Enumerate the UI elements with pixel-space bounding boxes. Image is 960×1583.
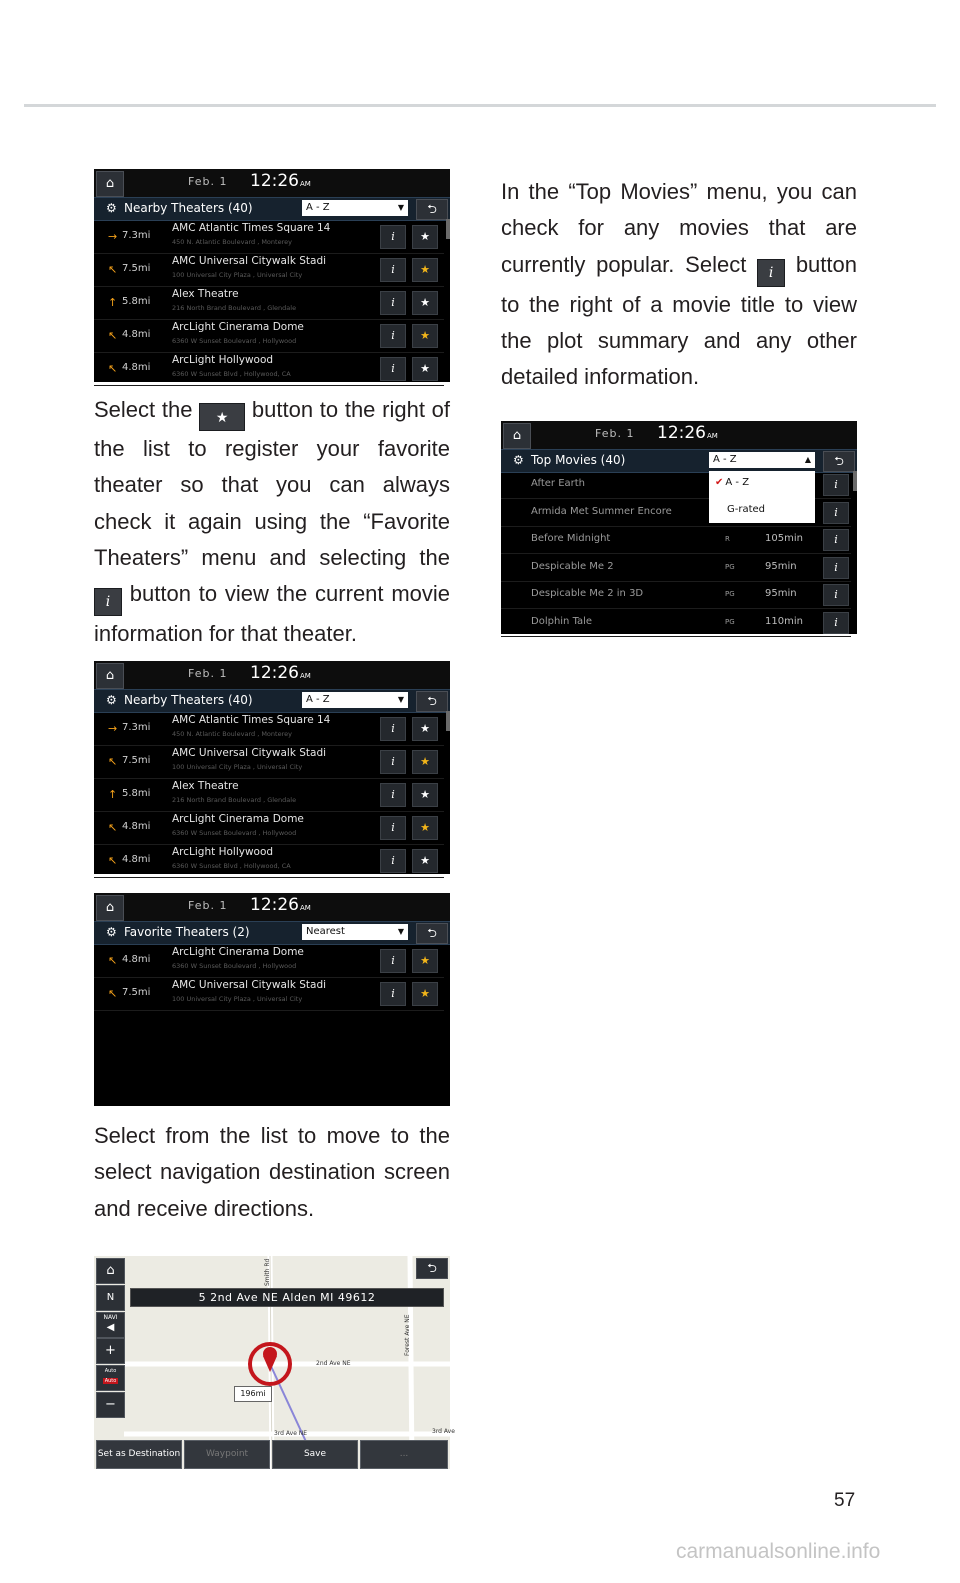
distance-label: 7.3mi xyxy=(122,722,151,733)
clock-time: 12:26AM xyxy=(250,663,311,683)
star-icon: ★ xyxy=(420,755,430,768)
list-title: Nearby Theaters (40) xyxy=(124,201,253,215)
direction-arrow-icon: ↖ xyxy=(108,954,118,967)
home-icon: ⌂ xyxy=(512,428,522,443)
movie-length: 110min xyxy=(765,615,803,627)
clock-time: 12:26AM xyxy=(657,423,718,443)
star-icon: ★ xyxy=(420,788,430,801)
info-button[interactable] xyxy=(380,849,406,873)
info-button[interactable] xyxy=(380,717,406,741)
theater-name: ArcLight Cinerama Dome xyxy=(172,946,304,958)
theater-name: AMC Universal Citywalk Stadi xyxy=(172,255,327,267)
info-icon: i xyxy=(834,505,838,519)
auto-zoom-button[interactable]: Auto Auto xyxy=(96,1365,125,1391)
star-icon: ★ xyxy=(420,362,430,375)
sort-dropdown[interactable] xyxy=(709,471,815,523)
distance-label: 4.8mi xyxy=(122,362,151,373)
info-icon: i xyxy=(834,533,838,546)
distance-label: 4.8mi xyxy=(122,854,151,865)
list-item[interactable] xyxy=(94,286,444,320)
star-icon: ★ xyxy=(420,263,430,276)
info-icon: i xyxy=(391,788,395,801)
back-icon: ⮌ xyxy=(427,1261,437,1275)
movie-title: Despicable Me 2 in 3D xyxy=(531,588,644,599)
theater-address: 450 N. Atlantic Boulevard , Monterey xyxy=(172,238,292,246)
info-button[interactable] xyxy=(823,612,849,634)
favorite-star-button[interactable] xyxy=(412,783,438,807)
back-button[interactable] xyxy=(416,1258,448,1279)
home-icon: ⌂ xyxy=(106,1263,115,1278)
page-number: 57 xyxy=(834,1490,856,1511)
speaker-icon: ◀ xyxy=(106,1322,115,1333)
movie-rating: PG xyxy=(725,617,735,626)
info-icon: i xyxy=(834,560,838,574)
movie-title: After Earth xyxy=(531,478,586,489)
star-icon: ★ xyxy=(199,403,245,431)
theater-address: 450 N. Atlantic Boulevard , Monterey xyxy=(172,730,292,738)
nearby-theaters-screen-1 xyxy=(94,169,450,382)
info-icon: i xyxy=(391,263,395,276)
star-icon: ★ xyxy=(420,987,430,1000)
distance-badge: 196mi xyxy=(234,1386,272,1402)
favorite-star-button[interactable] xyxy=(412,324,438,348)
nearby-theaters-screen-2 xyxy=(94,661,450,874)
direction-arrow-icon: ↑ xyxy=(108,788,118,801)
direction-arrow-icon: → xyxy=(108,230,118,243)
info-icon: i xyxy=(834,478,838,491)
home-button[interactable] xyxy=(96,171,124,197)
info-button[interactable] xyxy=(380,258,406,282)
info-icon: i xyxy=(391,755,395,768)
status-bar xyxy=(94,661,450,689)
info-icon: i xyxy=(834,588,838,601)
clock-time: 12:26AM xyxy=(250,895,311,915)
gear-icon: ⚙ xyxy=(106,693,117,707)
info-button[interactable] xyxy=(823,557,849,579)
favorite-star-button[interactable] xyxy=(412,849,438,873)
home-button[interactable] xyxy=(96,895,124,921)
home-button[interactable] xyxy=(503,423,531,449)
list-header xyxy=(94,197,450,221)
info-icon: i xyxy=(757,259,785,287)
theater-address: 216 North Brand Boulevard , Glendale xyxy=(172,796,297,804)
info-button[interactable] xyxy=(823,529,849,551)
distance-label: 7.3mi xyxy=(122,230,151,241)
theater-address: 100 Universal City Plaza , Universal City xyxy=(172,271,303,279)
home-icon: ⌂ xyxy=(105,900,115,915)
list-title: Favorite Theaters (2) xyxy=(124,925,250,939)
theater-address: 6360 W Sunset Boulevard , Hollywood xyxy=(172,337,297,345)
gear-icon: ⚙ xyxy=(106,201,117,215)
dropdown-option[interactable]: G-rated xyxy=(727,504,766,515)
more-button[interactable]: ... xyxy=(360,1440,448,1469)
distance-label: 7.5mi xyxy=(122,263,151,274)
scrollbar[interactable] xyxy=(446,711,450,731)
list-title: Nearby Theaters (40) xyxy=(124,693,253,707)
zoom-out-button[interactable]: − xyxy=(96,1392,125,1418)
theater-address: 6360 W Sunset Blvd , Hollywood, CA xyxy=(172,370,291,378)
star-icon: ★ xyxy=(420,954,430,967)
list-item[interactable] xyxy=(94,712,444,746)
info-icon: i xyxy=(391,854,395,867)
save-button[interactable]: Save xyxy=(272,1440,358,1469)
list-item[interactable] xyxy=(94,977,444,1011)
list-header xyxy=(94,689,450,713)
favorite-star-button[interactable] xyxy=(412,258,438,282)
set-destination-button[interactable]: Set as Destination xyxy=(96,1440,182,1469)
theater-address: 6360 W Sunset Blvd , Hollywood, CA xyxy=(172,862,291,870)
favorite-theaters-screen xyxy=(94,893,450,1106)
home-button[interactable] xyxy=(96,1258,125,1284)
gear-icon: ⚙ xyxy=(106,925,117,939)
street-label: Smith Rd xyxy=(264,1258,271,1286)
list-item[interactable] xyxy=(501,609,851,637)
clock-time: 12:26AM xyxy=(250,171,311,191)
waypoint-button[interactable]: Waypoint xyxy=(184,1440,270,1469)
back-icon: ⮌ xyxy=(427,694,437,708)
info-icon: i xyxy=(391,329,395,342)
movie-length: 95min xyxy=(765,588,797,599)
watermark: carmanualsonline.info xyxy=(676,1540,881,1563)
date-label: Feb. 1 xyxy=(188,899,228,912)
list-item[interactable] xyxy=(501,554,851,582)
movie-length: 95min xyxy=(765,560,797,572)
list-item[interactable] xyxy=(94,220,444,254)
top-movies-screen xyxy=(501,421,857,634)
info-icon: i xyxy=(391,987,395,1000)
paragraph-select-destination: Select from the list to move to the select navigation destination screen and receive directions. xyxy=(94,1123,450,1221)
theater-name: AMC Universal Citywalk Stadi xyxy=(172,747,327,759)
favorite-star-button[interactable] xyxy=(412,717,438,741)
theater-address: 6360 W Sunset Boulevard , Hollywood xyxy=(172,962,297,970)
movie-rating: PG xyxy=(725,562,735,571)
info-button[interactable] xyxy=(380,225,406,249)
list-title: Top Movies (40) xyxy=(531,453,626,467)
back-icon: ⮌ xyxy=(427,202,437,216)
home-button[interactable] xyxy=(96,663,124,689)
list-item[interactable] xyxy=(501,526,851,554)
street-label: 2nd Ave NE xyxy=(316,1360,351,1367)
back-button[interactable] xyxy=(823,451,855,472)
movie-title: Armida Met Summer Encore xyxy=(531,505,672,517)
home-icon: ⌂ xyxy=(105,668,115,683)
back-icon: ⮌ xyxy=(427,926,437,940)
scrollbar[interactable] xyxy=(446,219,450,239)
movie-title: Before Midnight xyxy=(531,533,611,544)
address-bar: 5 2nd Ave NE Alden MI 49612 xyxy=(130,1288,444,1307)
list-item[interactable] xyxy=(94,745,444,779)
favorite-star-button[interactable] xyxy=(412,982,438,1006)
theater-name: AMC Atlantic Times Square 14 xyxy=(172,222,331,234)
top-divider xyxy=(24,104,936,107)
sort-select[interactable]: Nearest ▼ xyxy=(302,924,408,940)
chevron-down-icon: ▼ xyxy=(397,927,404,936)
north-up-button[interactable]: N xyxy=(96,1285,125,1311)
favorite-star-button[interactable] xyxy=(412,816,438,840)
favorite-star-button[interactable] xyxy=(412,750,438,774)
info-icon: i xyxy=(94,588,122,616)
info-button[interactable] xyxy=(380,816,406,840)
info-button[interactable] xyxy=(380,291,406,315)
theater-name: ArcLight Hollywood xyxy=(172,354,274,366)
theater-name: Alex Theatre xyxy=(172,780,239,792)
movie-length: 105min xyxy=(765,533,803,544)
distance-label: 5.8mi xyxy=(122,788,151,799)
info-icon: i xyxy=(391,722,395,735)
distance-label: 4.8mi xyxy=(122,954,151,965)
movie-rating: R xyxy=(725,535,730,543)
info-icon: i xyxy=(834,615,838,629)
star-icon: ★ xyxy=(420,230,430,243)
list-header xyxy=(501,449,857,473)
info-button[interactable] xyxy=(823,584,849,606)
direction-arrow-icon: ↖ xyxy=(108,854,118,867)
direction-arrow-icon: ↖ xyxy=(108,821,118,834)
theater-name: AMC Atlantic Times Square 14 xyxy=(172,714,331,726)
theater-address: 100 Universal City Plaza , Universal City xyxy=(172,995,303,1003)
status-bar xyxy=(94,893,450,921)
sort-select[interactable]: A - Z ▼ xyxy=(302,200,408,216)
dropdown-option[interactable]: ✔ A - Z xyxy=(715,477,750,488)
direction-arrow-icon: ↖ xyxy=(108,263,118,276)
distance-label: 4.8mi xyxy=(122,821,151,832)
theater-name: Alex Theatre xyxy=(172,288,239,300)
info-icon: i xyxy=(391,296,395,309)
date-label: Feb. 1 xyxy=(595,427,635,440)
info-button[interactable] xyxy=(380,949,406,973)
direction-arrow-icon: ↖ xyxy=(108,362,118,375)
info-button[interactable] xyxy=(380,982,406,1006)
info-button[interactable] xyxy=(823,474,849,496)
list-item[interactable] xyxy=(94,844,444,878)
list-item[interactable] xyxy=(94,778,444,812)
back-button[interactable] xyxy=(416,923,448,944)
theater-address: 6360 W Sunset Boulevard , Hollywood xyxy=(172,829,297,837)
distance-label: 5.8mi xyxy=(122,296,151,307)
info-button[interactable] xyxy=(380,750,406,774)
favorite-star-button[interactable] xyxy=(412,291,438,315)
list-item[interactable] xyxy=(94,253,444,287)
movie-rating: PG xyxy=(725,590,735,598)
street-label: 3rd Ave xyxy=(432,1428,455,1435)
sort-select[interactable]: A - Z ▲ xyxy=(709,452,815,468)
info-icon: i xyxy=(391,821,395,834)
distance-label: 7.5mi xyxy=(122,755,151,766)
favorite-star-button[interactable] xyxy=(412,225,438,249)
gear-icon: ⚙ xyxy=(513,453,524,467)
theater-name: ArcLight Cinerama Dome xyxy=(172,321,304,333)
direction-arrow-icon: ↖ xyxy=(108,329,118,342)
street-label: 3rd Ave NE xyxy=(274,1430,308,1437)
star-icon: ★ xyxy=(420,821,430,834)
direction-arrow-icon: ↖ xyxy=(108,987,118,1000)
back-icon: ⮌ xyxy=(834,454,844,468)
movie-title: Dolphin Tale xyxy=(531,615,593,627)
list-item[interactable] xyxy=(94,944,444,978)
chevron-down-icon: ▼ xyxy=(397,695,404,704)
list-item[interactable] xyxy=(501,581,851,609)
info-icon: i xyxy=(391,362,395,375)
movie-title: Despicable Me 2 xyxy=(531,560,614,572)
date-label: Feb. 1 xyxy=(188,667,228,680)
chevron-down-icon: ▼ xyxy=(397,203,404,212)
distance-label: 7.5mi xyxy=(122,987,151,998)
street-label: Forest Ave NE xyxy=(404,1314,411,1356)
sort-select[interactable]: A - Z ▼ xyxy=(302,692,408,708)
list-item[interactable] xyxy=(94,811,444,845)
navigation-map-screen[interactable] xyxy=(94,1256,455,1469)
theater-name: ArcLight Hollywood xyxy=(172,846,274,858)
theater-address: 216 North Brand Boulevard , Glendale xyxy=(172,304,297,312)
info-icon: i xyxy=(391,230,395,243)
theater-name: AMC Universal Citywalk Stadi xyxy=(172,979,327,991)
status-bar xyxy=(501,421,857,449)
favorite-star-button[interactable] xyxy=(412,949,438,973)
date-label: Feb. 1 xyxy=(188,175,228,188)
paragraph-top-movies: In the “Top Movies” menu, you can check for any movies that are currently popular. Select i button to the right of a movie title to view the plot summary and any other detailed information. xyxy=(501,179,857,390)
star-icon: ★ xyxy=(420,722,430,735)
star-icon: ★ xyxy=(420,296,430,309)
status-bar xyxy=(94,169,450,197)
chevron-up-icon: ▲ xyxy=(804,455,811,464)
list-header xyxy=(94,921,450,945)
back-button[interactable] xyxy=(416,199,448,220)
list-item[interactable] xyxy=(94,319,444,353)
star-icon: ★ xyxy=(420,854,430,867)
star-icon: ★ xyxy=(420,329,430,342)
scrollbar[interactable] xyxy=(853,471,857,491)
favorite-star-button[interactable] xyxy=(412,357,438,381)
info-button[interactable] xyxy=(380,783,406,807)
list-item[interactable] xyxy=(94,352,444,386)
direction-arrow-icon: ↑ xyxy=(108,296,118,309)
theater-address: 100 Universal City Plaza , Universal City xyxy=(172,763,303,771)
navi-volume-button[interactable]: NAVI ◀ xyxy=(96,1312,125,1338)
check-icon: ✔ xyxy=(715,477,724,488)
zoom-in-button[interactable]: + xyxy=(96,1338,125,1364)
info-icon: i xyxy=(391,954,395,967)
info-button[interactable] xyxy=(380,324,406,348)
info-button[interactable] xyxy=(380,357,406,381)
home-icon: ⌂ xyxy=(105,176,115,191)
direction-arrow-icon: ↖ xyxy=(108,755,118,768)
back-button[interactable] xyxy=(416,691,448,712)
info-button[interactable] xyxy=(823,502,849,524)
paragraph-favorite-theaters: Select the ★ button to the right of the list to register your favorite theater so that you can always check it again using the “Favorite Theaters” menu and selecting the i button to view the current movie information for that theater. xyxy=(94,397,450,647)
direction-arrow-icon: → xyxy=(108,722,118,735)
theater-name: ArcLight Cinerama Dome xyxy=(172,813,304,825)
distance-label: 4.8mi xyxy=(122,329,151,340)
